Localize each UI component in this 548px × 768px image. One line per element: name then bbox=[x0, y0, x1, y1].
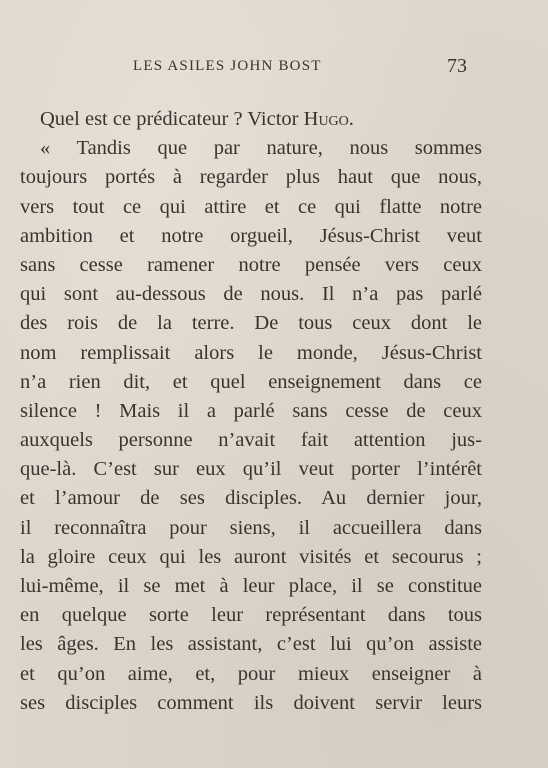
text-line: silence ! Mais il a parlé sans cesse de ceux bbox=[20, 399, 482, 422]
text-line: que-là. C’est sur eux qu’il veut porter l’intérêt bbox=[20, 458, 482, 481]
text-line: les âges. En les assistant, c’est lui qu’on assiste bbox=[20, 633, 482, 656]
running-head: LES ASILES JOHN BOST bbox=[133, 58, 322, 74]
question-text: Quel est ce prédicateur ? Victor bbox=[40, 108, 304, 130]
text-line: qui sont au-dessous de nous. Il n’a pas parlé bbox=[20, 283, 482, 306]
text-line: vers tout ce qui attire et ce qui flatte notre bbox=[20, 195, 482, 218]
body-text bbox=[20, 105, 482, 718]
text-line: en quelque sorte leur représentant dans tous bbox=[20, 604, 482, 627]
text-line: « Tandis que par nature, nous sommes bbox=[40, 137, 482, 160]
text-line: nom remplissait alors le monde, Jésus-Christ bbox=[20, 341, 482, 364]
text-line: et l’amour de ses disciples. Au dernier jour, bbox=[20, 487, 482, 510]
page-number: 73 bbox=[447, 55, 467, 77]
text-line: il reconnaîtra pour siens, il accueillera dans bbox=[20, 516, 482, 539]
page-header bbox=[0, 55, 548, 82]
text-line bbox=[20, 105, 482, 134]
text-line: toujours portés à regarder plus haut que nous, bbox=[20, 166, 482, 189]
text-line: n’a rien dit, et quel enseignement dans ce bbox=[20, 370, 482, 393]
text-line: sans cesse ramener notre pensée vers ceux bbox=[20, 253, 482, 276]
text-line: et qu’on aime, et, pour mieux enseigner à bbox=[20, 662, 482, 685]
text-line: la gloire ceux qui les auront visités et secourus ; bbox=[20, 545, 482, 568]
text-line: auxquels personne n’avait fait attention jus- bbox=[20, 429, 482, 452]
text-line: ses disciples comment ils doivent servir leurs bbox=[20, 691, 482, 714]
text-line: lui-même, il se met à leur place, il se constitue bbox=[20, 575, 482, 597]
author-name: Hugo. bbox=[303, 108, 354, 130]
text-line: des rois de la terre. De tous ceux dont le bbox=[20, 312, 482, 335]
text-line: ambition et notre orgueil, Jésus-Christ veut bbox=[20, 224, 482, 247]
